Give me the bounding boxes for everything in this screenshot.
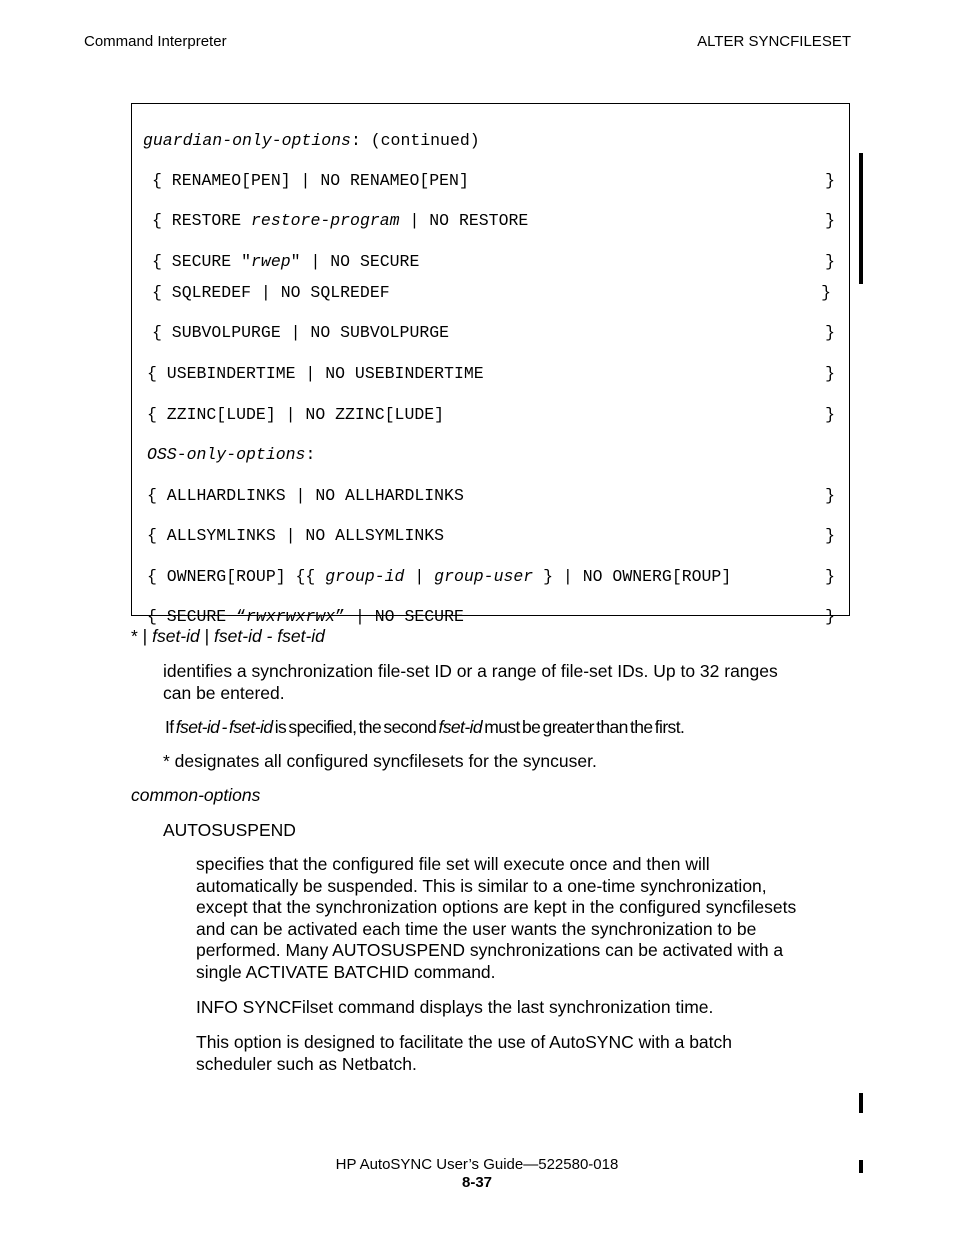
syntax-line-allsymlinks: { ALLSYMLINKS | NO ALLSYMLINKS } [147,526,835,545]
change-bar [859,153,863,284]
syntax-oss-heading: OSS-only-options: [147,445,316,464]
footer-title: HP AutoSYNC User’s Guide—522580-018 [335,1156,619,1173]
syntax-line-renameopen: { RENAMEO[PEN] | NO RENAMEO[PEN] } [152,171,835,190]
syntax-box [131,103,850,626]
fset-range-note: If fset-id - fset-id is specified, the second fset-id must be greater than the first. [165,717,685,737]
change-bar [859,1093,863,1113]
autosuspend-option: AUTOSUSPEND [163,820,296,840]
syntax-line-sqlredef: { SQLREDEF | NO SQLREDEF } [152,283,831,302]
running-header-right: ALTER SYNCFILESET [697,33,851,50]
syntax-line-ownergroup: { OWNERG[ROUP] {{ group-id | group-user } | NO OWNERG[ROUP] } [147,567,835,586]
fset-id-term: * | fset-id | fset-id - fset-id [131,626,325,646]
syntax-heading: guardian-only-options: (continued) [143,131,480,150]
fset-id-description: identifies a synchronization file-set ID or a range of file-set IDs. Up to 32 ranges can be entered. [163,661,778,703]
syntax-line-zzinclude: { ZZINC[LUDE] | NO ZZINC[LUDE] } [147,405,835,424]
running-header-left: Command Interpreter [84,33,227,50]
fset-asterisk-note: * designates all configured syncfilesets for the syncuser. [163,751,597,771]
page-number: 8-37 [461,1174,493,1191]
autosuspend-description: specifies that the configured file set will execute once and then will automatically be suspended. This is similar to a one-time synchronization, except that the synchronization options are kept in the configured syncfilesets and can be activated each time the user wants the synchronization to be performed. Many AUTOSUSPEND synchronizations can be activated with a single ACTIVATE BATCHID command. [196,854,797,982]
syntax-line-restore: { RESTORE restore-program | NO RESTORE } [152,211,835,230]
info-syncfilset-note: INFO SYNCFilset command displays the last synchronization time. [196,997,714,1017]
syntax-line-secure-rwx: { SECURE “rwxrwxrwx” | NO SECURE } [147,607,835,626]
batch-scheduler-note: This option is designed to facilitate the use of AutoSYNC with a batch scheduler such as Netbatch. [196,1032,733,1074]
syntax-line-allhardlinks: { ALLHARDLINKS | NO ALLHARDLINKS } [147,486,835,505]
syntax-line-usebindertime: { USEBINDERTIME | NO USEBINDERTIME } [147,364,835,383]
syntax-line-subvolpurge: { SUBVOLPURGE | NO SUBVOLPURGE } [152,323,835,342]
common-options-term: common-options [131,785,261,805]
syntax-line-secure-rwep: { SECURE "rwep" | NO SECURE } [152,252,835,271]
